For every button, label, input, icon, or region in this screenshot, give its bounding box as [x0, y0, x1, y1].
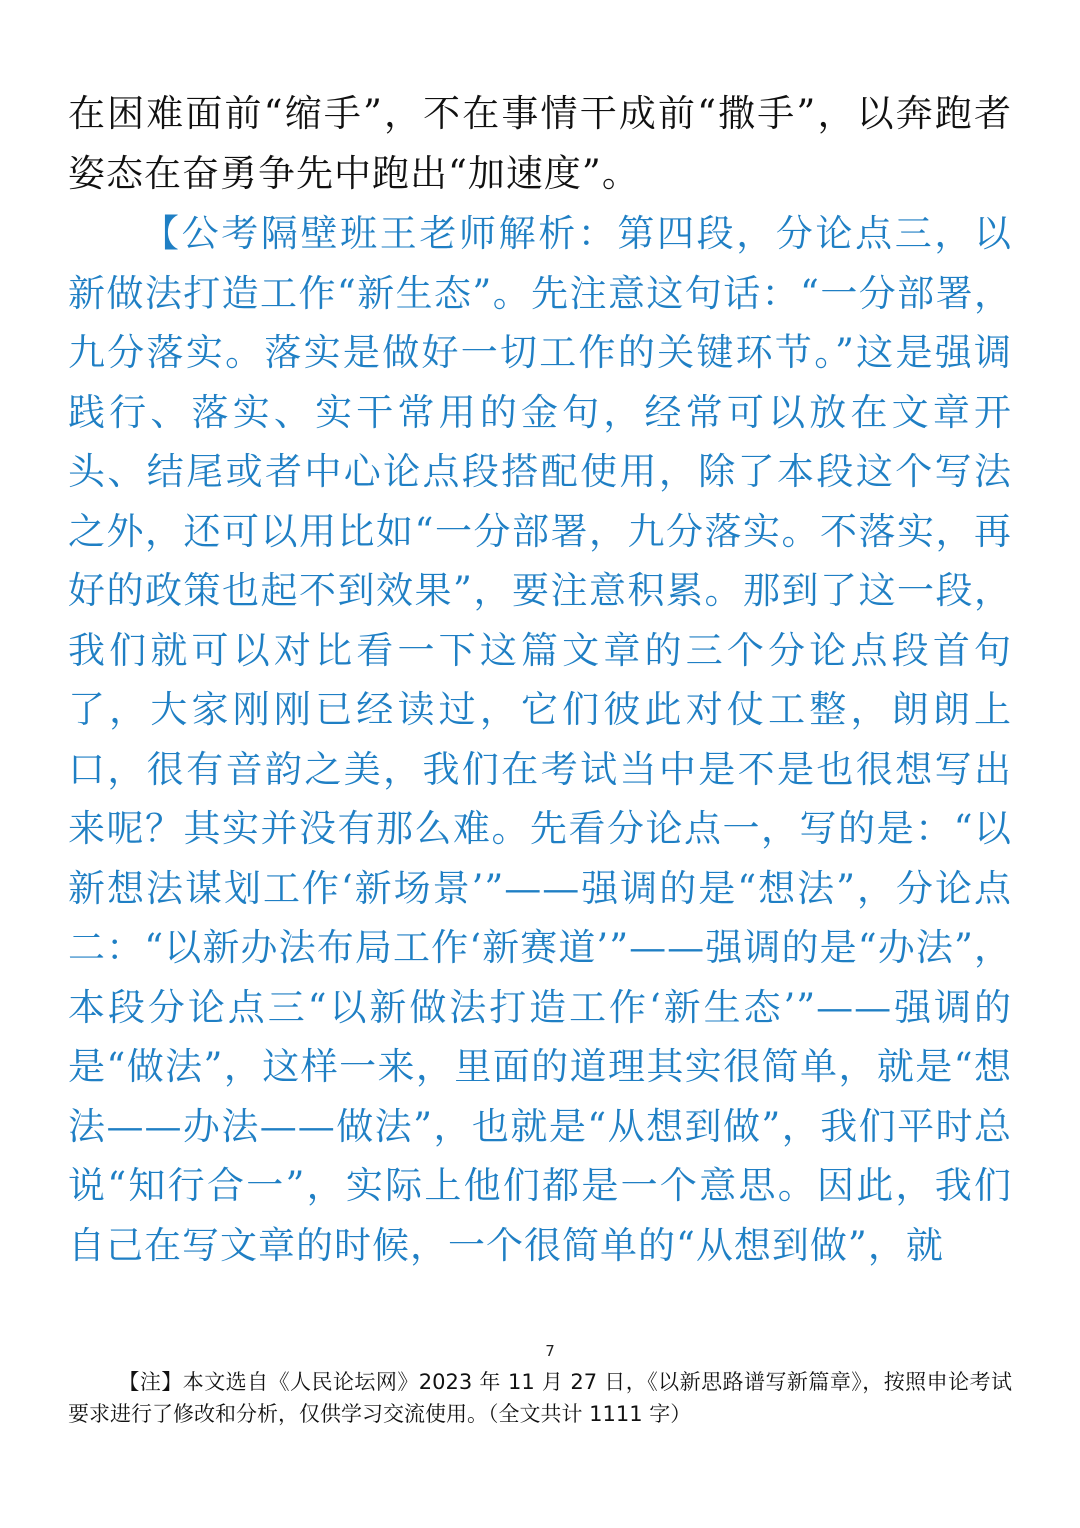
- source-note: 【注】本文选自《人民论坛网》2023 年 11 月 27 日，《以新思路谱写新篇章》，按照申论考试要求进行了修改和分析，仅供学习交流使用。（全文共计 1111 字）: [68, 1370, 1012, 1426]
- page-number: 7: [545, 1342, 555, 1360]
- body-paragraph: 在困难面前“缩手”，不在事情干成前“撒手”，以奔跑者姿态在奋勇争先中跑出“加速度”。: [68, 92, 1012, 195]
- analysis-paragraph: 【公考隔壁班王老师解析：第四段，分论点三，以新做法打造工作“新生态”。先注意这句话：“一分部署，九分落实。落实是做好一切工作的关键环节。”这是强调践行、落实、实干常用的金句，经常可以放在文章开头、结尾或者中心论点段搭配使用，除了本段这个写法之外，还可以用比如“一分部署，九分落实。不落实，再好的政策也起不到效果”，要注意积累。那到了这一段，我们就可以对比看一下这篇文章的三个分论点段首句了，大家刚刚已经读过，它们彼此对仗工整，朗朗上口，很有音韵之美，我们在考试当中是不是也很想写出来呢？其实并没有那么难。先看分论点一，写的是：“以新想法谋划工作‘新场景’”——强调的是“想法”，分论点二：“以新办法布局工作‘新赛道’”——强调的是“办法”，本段分论点三“以新做法打造工作‘新生态’”——强调的是“做法”，这样一来，里面的道理其实很简单，就是“想法——办法——做法”，也就是“从想到做”，我们平时总说“知行合一”，实际上他们都是一个意思。因此，我们自己在写文章的时候，一个很简单的“从想到做”，就: [68, 212, 1012, 1267]
